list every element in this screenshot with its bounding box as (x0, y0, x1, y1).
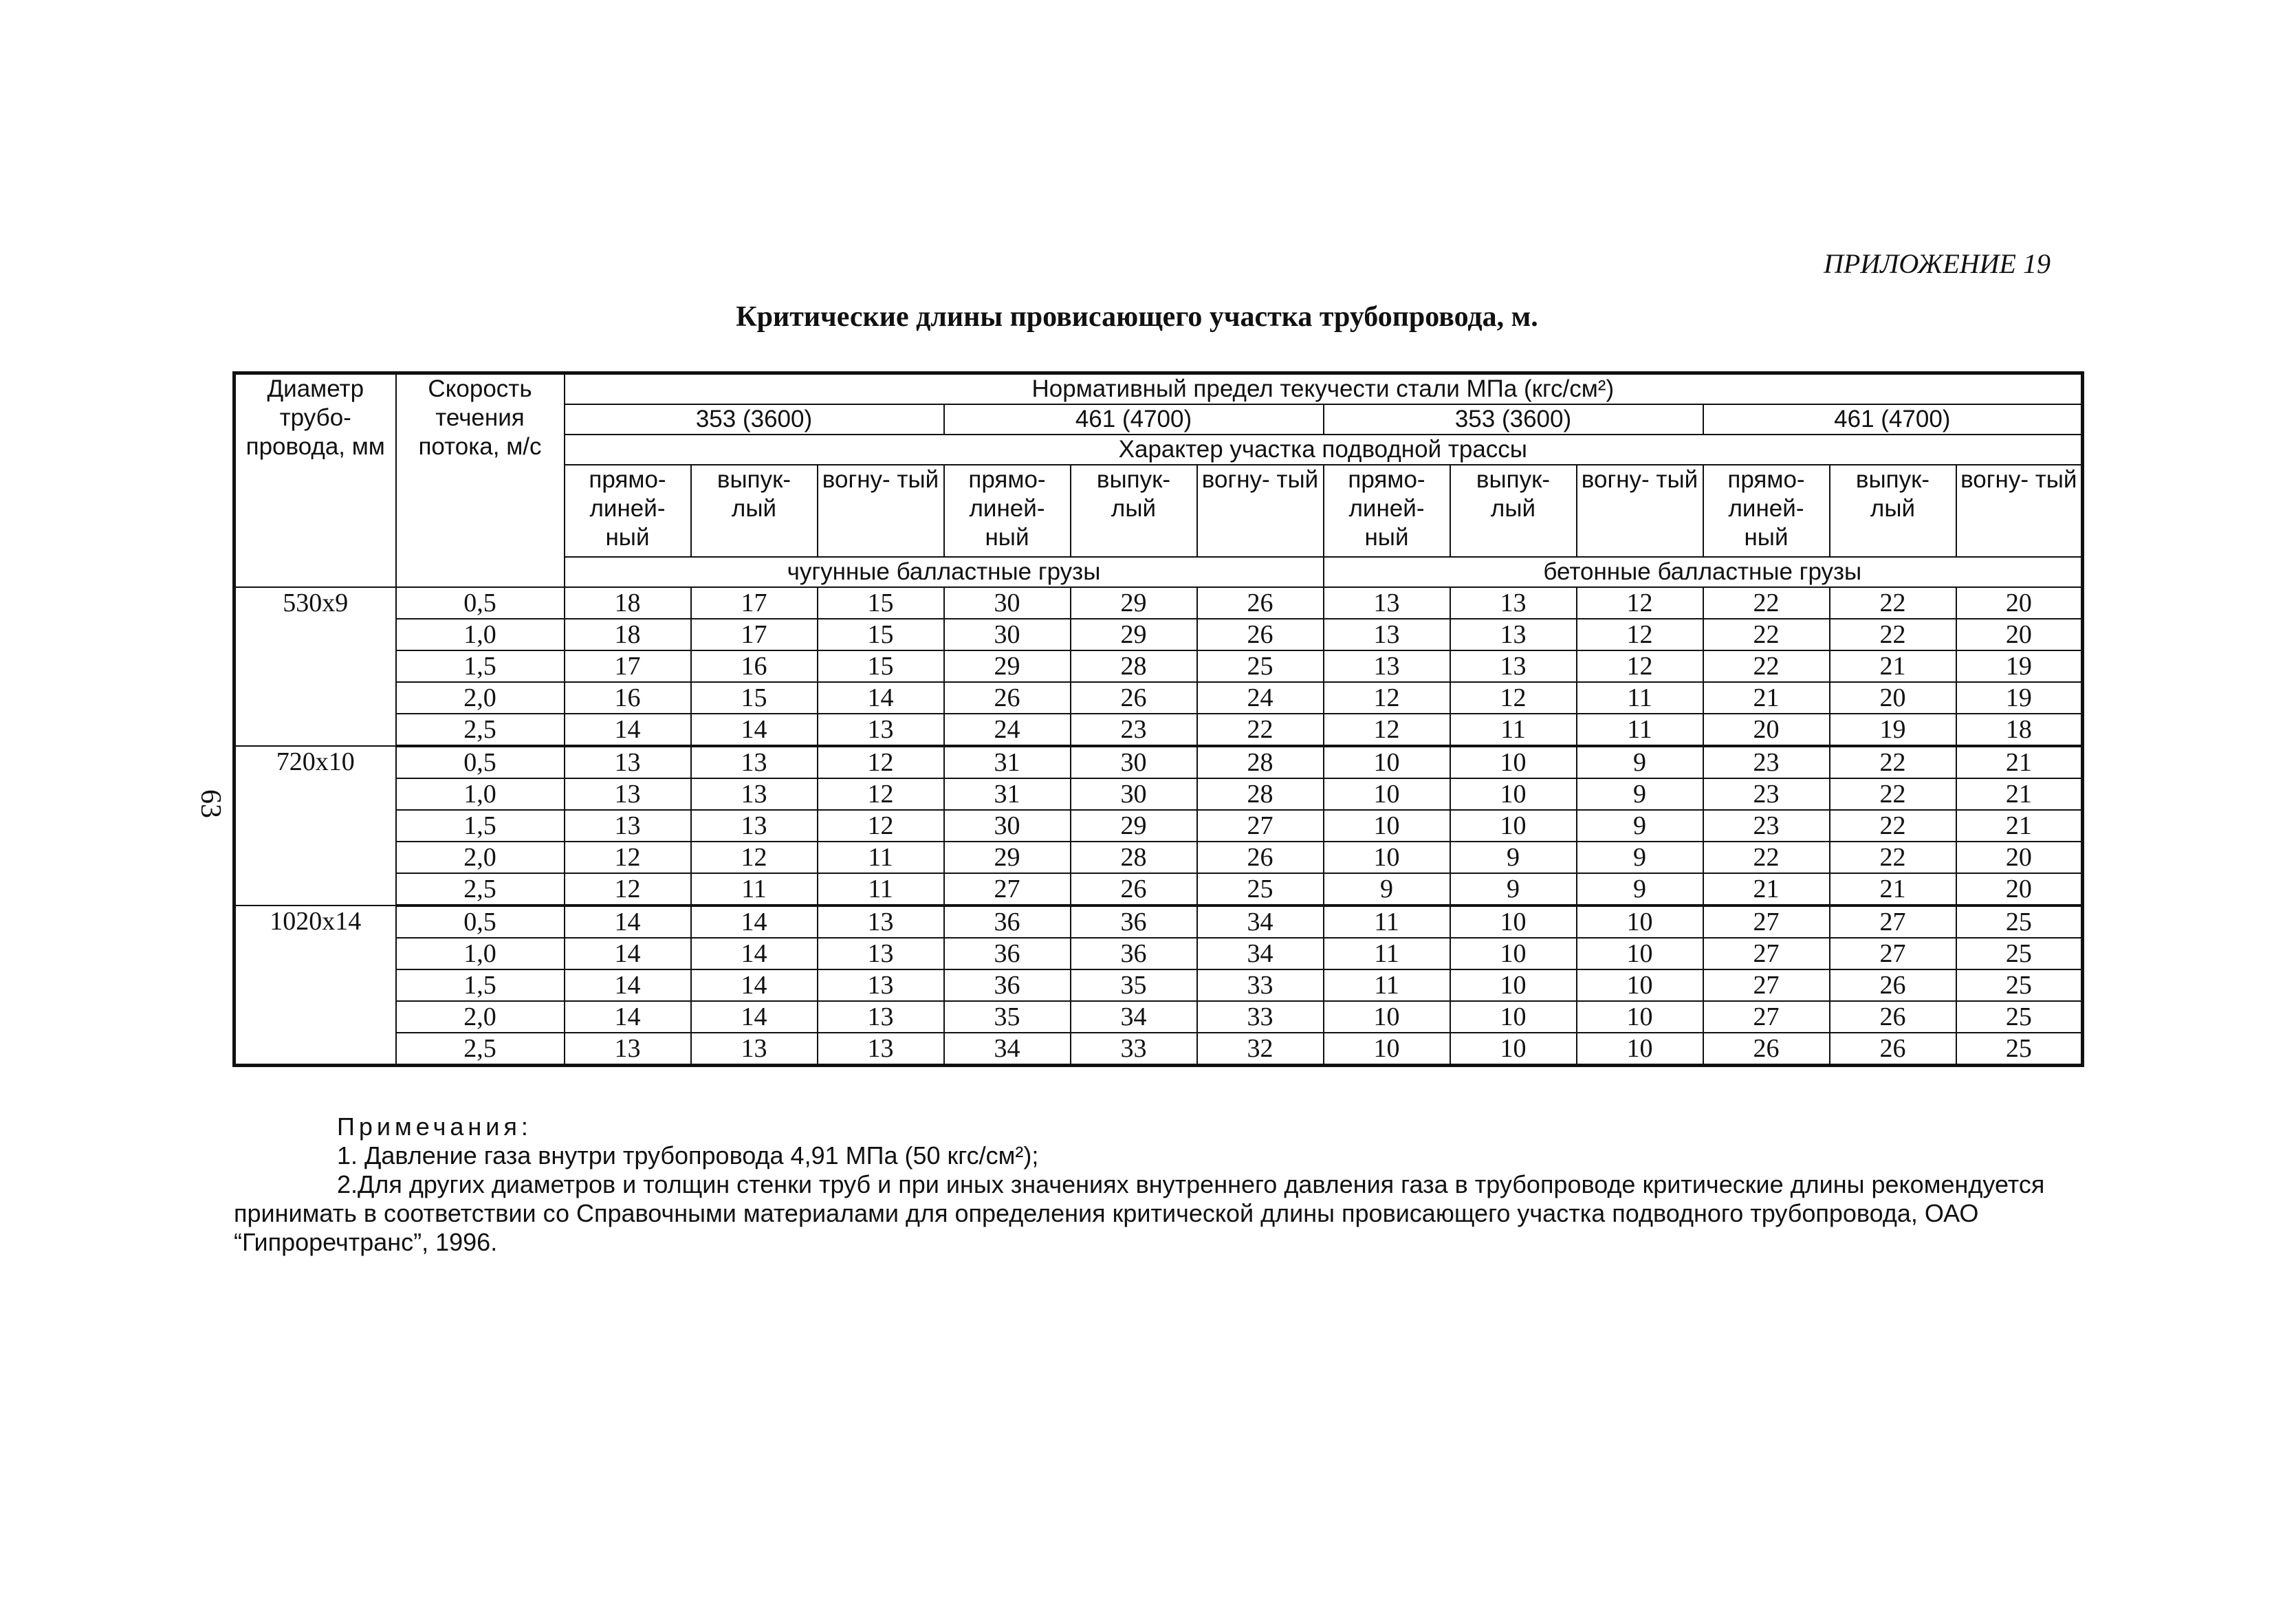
speed-cell: 0,5 (396, 746, 565, 778)
value-cell: 17 (565, 650, 691, 682)
value-cell: 14 (565, 938, 691, 969)
value-cell: 25 (1956, 906, 2083, 938)
value-cell: 11 (818, 842, 944, 873)
value-cell: 36 (1071, 906, 1197, 938)
value-cell: 30 (944, 810, 1071, 842)
value-cell: 20 (1703, 714, 1830, 746)
route-character-header: Характер участка подводной трассы (565, 435, 2083, 465)
value-cell: 23 (1703, 778, 1830, 810)
value-cell: 17 (691, 587, 818, 619)
page-title: Критические длины провисающего участка трубопровода, м. (736, 301, 1538, 333)
route-type-header: выпук- лый (1071, 465, 1197, 557)
value-cell: 10 (1450, 969, 1577, 1001)
value-cell: 29 (1071, 619, 1197, 650)
value-cell: 22 (1830, 587, 1956, 619)
value-cell: 10 (1577, 1001, 1703, 1033)
value-cell: 11 (691, 873, 818, 906)
value-cell: 30 (1071, 778, 1197, 810)
value-cell: 12 (818, 778, 944, 810)
route-type-header: вогну- тый (1577, 465, 1703, 557)
value-cell: 15 (818, 619, 944, 650)
value-cell: 29 (1071, 587, 1197, 619)
speed-cell: 2,0 (396, 682, 565, 714)
value-cell: 10 (1577, 938, 1703, 969)
value-cell: 20 (1956, 587, 2083, 619)
value-cell: 10 (1450, 906, 1577, 938)
value-cell: 14 (818, 682, 944, 714)
value-cell: 13 (565, 1033, 691, 1066)
value-cell: 27 (1830, 938, 1956, 969)
value-cell: 35 (944, 1001, 1071, 1033)
yield-group-header: 461 (4700) (944, 404, 1324, 435)
speed-cell: 2,5 (396, 714, 565, 746)
value-cell: 25 (1197, 873, 1324, 906)
value-cell: 26 (1197, 619, 1324, 650)
value-cell: 10 (1450, 938, 1577, 969)
value-cell: 13 (691, 746, 818, 778)
value-cell: 14 (565, 969, 691, 1001)
value-cell: 34 (1197, 938, 1324, 969)
route-type-header: вогну- тый (1956, 465, 2083, 557)
value-cell: 21 (1956, 810, 2083, 842)
value-cell: 26 (1830, 1001, 1956, 1033)
value-cell: 10 (1324, 1001, 1450, 1033)
value-cell: 9 (1577, 842, 1703, 873)
diameter-column-header: Диаметр трубо- провода, мм (234, 373, 396, 588)
value-cell: 30 (944, 619, 1071, 650)
yield-group-header: 461 (4700) (1703, 404, 2083, 435)
table-row (234, 619, 2083, 650)
value-cell: 21 (1830, 650, 1956, 682)
value-cell: 27 (944, 873, 1071, 906)
speed-cell: 2,5 (396, 873, 565, 906)
value-cell: 34 (1197, 906, 1324, 938)
value-cell: 33 (1071, 1033, 1197, 1066)
diameter-cell: 1020x14 (234, 906, 396, 1066)
value-cell: 10 (1324, 778, 1450, 810)
value-cell: 28 (1197, 778, 1324, 810)
value-cell: 25 (1956, 1033, 2083, 1066)
value-cell: 12 (818, 746, 944, 778)
speed-cell: 1,5 (396, 810, 565, 842)
value-cell: 14 (565, 906, 691, 938)
speed-cell: 1,0 (396, 778, 565, 810)
value-cell: 27 (1830, 906, 1956, 938)
value-cell: 13 (1450, 650, 1577, 682)
route-type-header: выпук- лый (1830, 465, 1956, 557)
table-row (234, 842, 2083, 873)
value-cell: 16 (565, 682, 691, 714)
value-cell: 23 (1703, 746, 1830, 778)
value-cell: 25 (1956, 1001, 2083, 1033)
value-cell: 13 (818, 1033, 944, 1066)
value-cell: 33 (1197, 1001, 1324, 1033)
value-cell: 25 (1956, 938, 2083, 969)
value-cell: 16 (691, 650, 818, 682)
value-cell: 29 (944, 650, 1071, 682)
table-row (234, 587, 2083, 619)
value-cell: 12 (1577, 587, 1703, 619)
value-cell: 34 (944, 1033, 1071, 1066)
value-cell: 12 (565, 842, 691, 873)
value-cell: 13 (691, 1033, 818, 1066)
yield-strength-header: Нормативный предел текучести стали МПа (кгс/см²) (565, 373, 2083, 405)
value-cell: 23 (1703, 810, 1830, 842)
value-cell: 10 (1324, 1033, 1450, 1066)
value-cell: 33 (1197, 969, 1324, 1001)
value-cell: 26 (1830, 969, 1956, 1001)
yield-group-header: 353 (3600) (565, 404, 944, 435)
speed-cell: 1,0 (396, 938, 565, 969)
value-cell: 9 (1577, 778, 1703, 810)
value-cell: 11 (1577, 714, 1703, 746)
value-cell: 21 (1956, 778, 2083, 810)
value-cell: 10 (1577, 969, 1703, 1001)
value-cell: 27 (1703, 938, 1830, 969)
value-cell: 27 (1197, 810, 1324, 842)
value-cell: 23 (1071, 714, 1197, 746)
value-cell: 9 (1450, 873, 1577, 906)
value-cell: 26 (1071, 873, 1197, 906)
diameter-cell: 530x9 (234, 587, 396, 746)
value-cell: 22 (1703, 587, 1830, 619)
value-cell: 36 (944, 938, 1071, 969)
value-cell: 21 (1830, 873, 1956, 906)
value-cell: 13 (565, 810, 691, 842)
value-cell: 11 (1577, 682, 1703, 714)
value-cell: 11 (1450, 714, 1577, 746)
value-cell: 10 (1324, 746, 1450, 778)
value-cell: 26 (1703, 1033, 1830, 1066)
value-cell: 14 (691, 714, 818, 746)
table-row (234, 938, 2083, 969)
value-cell: 9 (1577, 810, 1703, 842)
table-row (234, 650, 2083, 682)
value-cell: 12 (1450, 682, 1577, 714)
table-row (234, 969, 2083, 1001)
value-cell: 25 (1956, 969, 2083, 1001)
value-cell: 12 (818, 810, 944, 842)
value-cell: 13 (818, 906, 944, 938)
value-cell: 21 (1703, 873, 1830, 906)
cast-iron-ballast-header: чугунные балластные грузы (565, 557, 1324, 587)
value-cell: 17 (691, 619, 818, 650)
value-cell: 36 (944, 969, 1071, 1001)
value-cell: 20 (1830, 682, 1956, 714)
route-type-header: вогну- тый (818, 465, 944, 557)
route-type-header: прямо- линей- ный (944, 465, 1071, 557)
table-row (234, 906, 2083, 938)
value-cell: 12 (565, 873, 691, 906)
value-cell: 12 (1324, 714, 1450, 746)
value-cell: 11 (818, 873, 944, 906)
value-cell: 14 (691, 906, 818, 938)
speed-cell: 2,0 (396, 1001, 565, 1033)
value-cell: 32 (1197, 1033, 1324, 1066)
value-cell: 18 (1956, 714, 2083, 746)
value-cell: 25 (1197, 650, 1324, 682)
value-cell: 27 (1703, 906, 1830, 938)
value-cell: 29 (944, 842, 1071, 873)
value-cell: 22 (1830, 619, 1956, 650)
route-type-header: выпук- лый (691, 465, 818, 557)
speed-column-header: Скорость течения потока, м/с (396, 373, 565, 588)
notes-heading: Примечания: (337, 1112, 532, 1141)
speed-cell: 0,5 (396, 906, 565, 938)
speed-cell: 1,0 (396, 619, 565, 650)
value-cell: 20 (1956, 842, 2083, 873)
route-type-header: выпук- лый (1450, 465, 1577, 557)
value-cell: 14 (565, 714, 691, 746)
table-row (234, 746, 2083, 778)
value-cell: 26 (1830, 1033, 1956, 1066)
speed-cell: 2,5 (396, 1033, 565, 1066)
value-cell: 10 (1324, 810, 1450, 842)
page-number: 63 (195, 789, 226, 818)
value-cell: 13 (565, 778, 691, 810)
value-cell: 30 (1071, 746, 1197, 778)
value-cell: 30 (944, 587, 1071, 619)
value-cell: 26 (944, 682, 1071, 714)
value-cell: 13 (1324, 650, 1450, 682)
value-cell: 11 (1324, 906, 1450, 938)
value-cell: 10 (1450, 778, 1577, 810)
value-cell: 26 (1197, 587, 1324, 619)
value-cell: 12 (1577, 619, 1703, 650)
appendix-label: ПРИЛОЖЕНИЕ 19 (1824, 248, 2051, 279)
value-cell: 14 (691, 938, 818, 969)
value-cell: 15 (818, 650, 944, 682)
value-cell: 10 (1450, 1033, 1577, 1066)
value-cell: 28 (1197, 746, 1324, 778)
value-cell: 34 (1071, 1001, 1197, 1033)
value-cell: 26 (1071, 682, 1197, 714)
value-cell: 10 (1450, 1001, 1577, 1033)
value-cell: 9 (1324, 873, 1450, 906)
table-row (234, 714, 2083, 746)
value-cell: 13 (691, 810, 818, 842)
value-cell: 27 (1703, 969, 1830, 1001)
value-cell: 22 (1703, 842, 1830, 873)
value-cell: 24 (944, 714, 1071, 746)
value-cell: 11 (1324, 969, 1450, 1001)
note-1: 1. Давление газа внутри трубопровода 4,91 МПа (50 кгс/см²); (337, 1141, 1039, 1170)
value-cell: 13 (565, 746, 691, 778)
value-cell: 22 (1830, 810, 1956, 842)
value-cell: 13 (691, 778, 818, 810)
value-cell: 9 (1450, 842, 1577, 873)
value-cell: 20 (1956, 873, 2083, 906)
value-cell: 15 (691, 682, 818, 714)
value-cell: 14 (565, 1001, 691, 1033)
value-cell: 9 (1577, 873, 1703, 906)
value-cell: 19 (1830, 714, 1956, 746)
value-cell: 13 (1324, 619, 1450, 650)
value-cell: 22 (1830, 746, 1956, 778)
value-cell: 20 (1956, 619, 2083, 650)
value-cell: 36 (1071, 938, 1197, 969)
value-cell: 28 (1071, 842, 1197, 873)
route-type-header: прямо- линей- ный (565, 465, 691, 557)
table-row (234, 778, 2083, 810)
table-row (234, 873, 2083, 906)
route-type-header: прямо- линей- ный (1703, 465, 1830, 557)
speed-cell: 1,5 (396, 650, 565, 682)
value-cell: 22 (1830, 778, 1956, 810)
value-cell: 26 (1197, 842, 1324, 873)
table-row (234, 1033, 2083, 1066)
value-cell: 21 (1703, 682, 1830, 714)
value-cell: 12 (691, 842, 818, 873)
value-cell: 14 (691, 969, 818, 1001)
value-cell: 10 (1450, 810, 1577, 842)
concrete-ballast-header: бетонные балластные грузы (1324, 557, 2083, 587)
value-cell: 9 (1577, 746, 1703, 778)
value-cell: 19 (1956, 650, 2083, 682)
value-cell: 11 (1324, 938, 1450, 969)
value-cell: 22 (1197, 714, 1324, 746)
speed-cell: 1,5 (396, 969, 565, 1001)
speed-cell: 0,5 (396, 587, 565, 619)
diameter-cell: 720x10 (234, 746, 396, 906)
value-cell: 13 (1450, 619, 1577, 650)
value-cell: 29 (1071, 810, 1197, 842)
table-row (234, 682, 2083, 714)
value-cell: 13 (818, 969, 944, 1001)
value-cell: 31 (944, 746, 1071, 778)
table-row (234, 1001, 2083, 1033)
value-cell: 10 (1577, 906, 1703, 938)
speed-cell: 2,0 (396, 842, 565, 873)
route-type-header: прямо- линей- ный (1324, 465, 1450, 557)
value-cell: 27 (1703, 1001, 1830, 1033)
critical-lengths-table (232, 371, 2084, 1067)
yield-group-header: 353 (3600) (1324, 404, 1703, 435)
route-type-header: вогну- тый (1197, 465, 1324, 557)
value-cell: 13 (818, 714, 944, 746)
value-cell: 18 (565, 619, 691, 650)
value-cell: 36 (944, 906, 1071, 938)
value-cell: 22 (1830, 842, 1956, 873)
value-cell: 22 (1703, 650, 1830, 682)
value-cell: 24 (1197, 682, 1324, 714)
value-cell: 12 (1577, 650, 1703, 682)
value-cell: 22 (1703, 619, 1830, 650)
value-cell: 12 (1324, 682, 1450, 714)
value-cell: 15 (818, 587, 944, 619)
value-cell: 19 (1956, 682, 2083, 714)
value-cell: 13 (1324, 587, 1450, 619)
note-2: 2.Для других диаметров и толщин стенки труб и при иных значениях внутреннего давления газа в трубопроводе критические длины рекомендуется принимать в соответствии со Справочными материалами для определения критической длины провисающего участка подводного трубопровода, ОАО “Гипроречтранс”, 1996. (234, 1170, 2045, 1256)
value-cell: 18 (565, 587, 691, 619)
value-cell: 10 (1324, 842, 1450, 873)
value-cell: 13 (818, 1001, 944, 1033)
table-row (234, 810, 2083, 842)
value-cell: 10 (1450, 746, 1577, 778)
value-cell: 31 (944, 778, 1071, 810)
value-cell: 35 (1071, 969, 1197, 1001)
value-cell: 13 (1450, 587, 1577, 619)
value-cell: 14 (691, 1001, 818, 1033)
notes-block (234, 1112, 2063, 1257)
value-cell: 13 (818, 938, 944, 969)
value-cell: 10 (1577, 1033, 1703, 1066)
value-cell: 21 (1956, 746, 2083, 778)
value-cell: 28 (1071, 650, 1197, 682)
